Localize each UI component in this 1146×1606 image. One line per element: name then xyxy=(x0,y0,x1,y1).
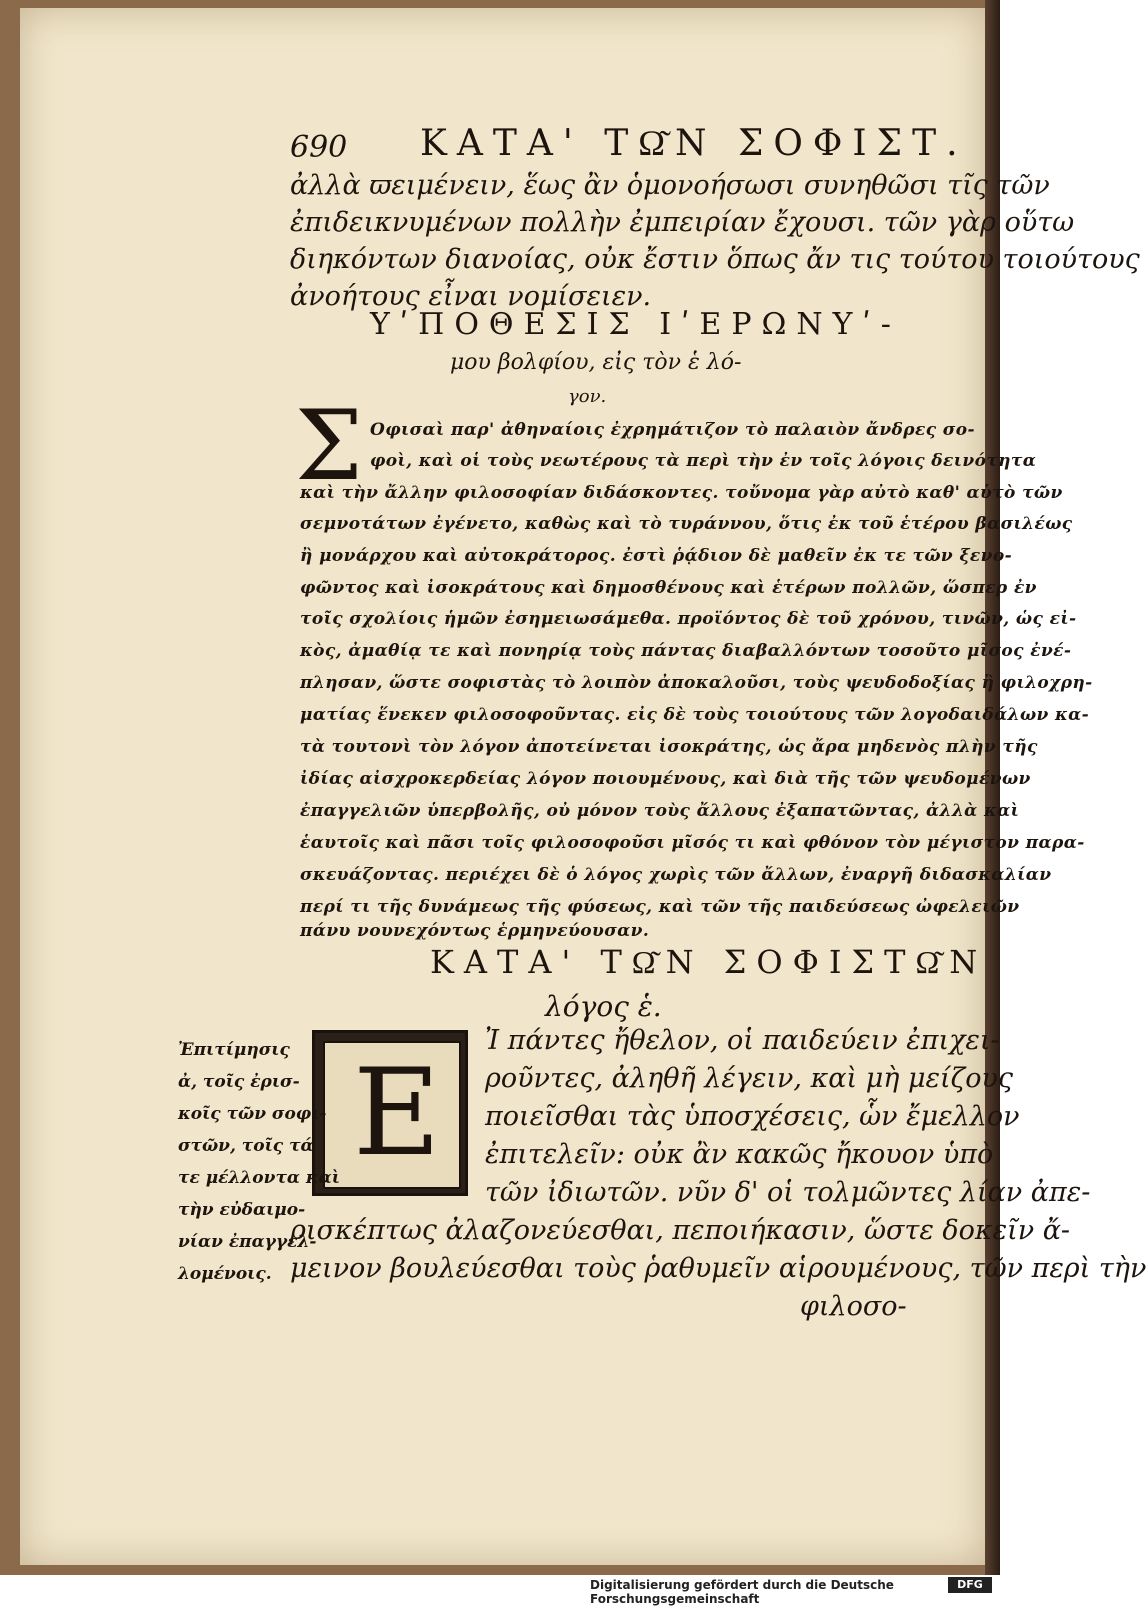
page-number: 690 xyxy=(290,130,348,165)
continuation-line: ἐπιδεικνυμένων πολλὴν ἐμπειρίαν ἔχουσι. τῶν γὰρ οὕτω xyxy=(290,207,1075,238)
margin-note-line: κοῖς τῶν σοφι- xyxy=(178,1104,327,1124)
woodcut-initial-panel xyxy=(323,1041,461,1189)
continuation-line: ἀλλὰ ϖειμένειν, ἕως ἂν ὁμονοήσωσι συνηθῶσι τῖς τῶν xyxy=(290,170,1050,201)
margin-note-line: λομένοις. xyxy=(178,1264,272,1284)
argument-line: ματίας ἕνεκεν φιλοσοφοῦντας. εἰς δὲ τοὺς τοιούτους τῶν λογοδαιδάλων κα- xyxy=(300,705,1090,725)
margin-note-line: τὴν εὐδαιμο- xyxy=(178,1200,306,1220)
body-line: τῶν ἰδιωτῶν. νῦν δ' οἱ τολμῶντες λίαν ἀπε- xyxy=(485,1177,1091,1208)
argument-line: τὰ τουτονὶ τὸν λόγον ἀποτείνεται ἰσοκράτης, ὡς ἄρα μηδενὸς πλὴν τῆς xyxy=(300,737,1038,757)
body-line: ρισκέπτως ἀλαζονεύεσθαι, πεποιήκασιν, ὥστε δοκεῖν ἄ- xyxy=(290,1215,1071,1246)
hypothesis-subtitle-cont: γον. xyxy=(568,386,607,407)
body-line: ποιεῖσθαι τὰς ὑποσχέσεις, ὧν ἔμελλον xyxy=(485,1101,1020,1132)
argument-line: ἑαυτοῖς καὶ πᾶσι τοῖς φιλοσοφοῦσι μῖσός τι καὶ φθόνον τὸν μέγιστον παρα- xyxy=(300,833,1085,853)
argument-line: ἐπαγγελιῶν ὑπερβολῆς, οὐ μόνον τοὺς ἄλλους ἐξαπατῶντας, ἀλλὰ καὶ xyxy=(300,801,1020,821)
section-subtitle: λόγος ἑ. xyxy=(545,990,662,1023)
continuation-line: διηκόντων διανοίας, οὐκ ἔστιν ὅπως ἄν τις τούτου τοιούτους xyxy=(290,244,1140,275)
argument-line: καὶ τὴν ἄλλην φιλοσοφίαν διδάσκοντες. τοὔνομα γὰρ αὐτὸ καθ' αὑτὸ τῶν xyxy=(300,483,1063,503)
margin-note-line: Ἐπιτίμησις xyxy=(178,1040,290,1060)
hypothesis-subtitle: μου βολφίου, εἰς τὸν ἑ λό- xyxy=(450,350,742,375)
argument-line: σκευάζοντας. περιέχει δὲ ὁ λόγος χωρὶς τῶν ἄλλων, ἐναργῆ διδασκαλίαν xyxy=(300,865,1052,885)
argument-line: σεμνοτάτων ἐγένετο, καθὼς καὶ τὸ τυράννου, ὅτις ἐκ τοῦ ἑτέρου βασιλέως xyxy=(300,514,1073,534)
argument-line: ἢ μονάρχου καὶ αὐτοκράτορος. ἐστὶ ῥᾴδιον δὲ μαθεῖν ἐκ τε τῶν ξενο- xyxy=(300,546,1013,566)
drop-cap-sigma: Σ xyxy=(295,390,363,502)
argument-line: πάνυ νουνεχόντως ἑρμηνεύουσαν. xyxy=(300,921,650,941)
margin-note-line: ἀ, τοῖς ἐρισ- xyxy=(178,1072,300,1092)
body-line: φιλοσο- xyxy=(800,1291,907,1322)
body-line: Ἰ πάντες ἤθελον, οἱ παιδεύειν ἐπιχει- xyxy=(485,1025,1000,1056)
argument-line: ἰδίας αἰσχροκερδείας λόγον ποιουμένους, καὶ διὰ τῆς τῶν ψευδομένων xyxy=(300,769,1031,789)
running-title: ΚΑΤΑ' ΤΩ͂Ν ΣΟΦΙΣΤ. xyxy=(420,123,968,164)
continuation-line: ἀνοήτους εἶναι νομίσειεν. xyxy=(290,281,652,312)
argument-line: κὸς, ἀμαθίᾳ τε καὶ πονηρίᾳ τοὺς πάντας διαβαλλόντων τοσοῦτο μῖσος ἐνέ- xyxy=(300,641,1072,661)
argument-line: τοῖς σχολίοις ἡμῶν ἐσημειωσάμεθα. προϊόντος δὲ τοῦ χρόνου, τινῶν, ὡς εἰ- xyxy=(300,609,1077,629)
argument-line: πλησαν, ὥστε σοφιστὰς τὸ λοιπὸν ἀποκαλοῦσι, τοὺς ψευδοδοξίας ἢ φιλοχρη- xyxy=(300,673,1093,693)
woodcut-initial-letter: Ε xyxy=(353,1044,441,1183)
margin-note-line: νίαν ἐπαγγελ- xyxy=(178,1232,317,1252)
argument-line: φῶντος καὶ ἰσοκράτους καὶ δημοσθένους καὶ ἑτέρων πολλῶν, ὥσπερ ἐν xyxy=(300,578,1037,598)
margin-note-line: τε μέλλοντα καὶ xyxy=(178,1168,340,1188)
argument-line: φοὶ, καὶ οἱ τοὺς νεωτέρους τὰ περὶ τὴν ἐν τοῖς λόγοις δεινότητα xyxy=(370,451,1037,471)
body-line: ροῦντες, ἀληθῆ λέγειν, καὶ μὴ μείζους xyxy=(485,1063,1014,1094)
dfg-logo: DFG xyxy=(948,1577,992,1593)
hypothesis-title: ΥʹΠΟΘΕΣΙΣ ΙʹΕΡΩΝΥʹ- xyxy=(370,307,901,342)
digitization-credit: Digitalisierung gefördert durch die Deutsche Forschungsgemeinschaft xyxy=(590,1578,894,1606)
body-line: ἐπιτελεῖν: οὐκ ἂν κακῶς ἤκουον ὑπὸ xyxy=(485,1139,994,1170)
section-title: ΚΑΤΑ' ΤΩ͂Ν ΣΟΦΙΣΤΩ͂Ν xyxy=(430,943,988,981)
margin-note-line: στῶν, τοῖς τά xyxy=(178,1136,314,1156)
argument-line: περί τι τῆς δυνάμεως τῆς φύσεως, καὶ τῶν τῆς παιδεύσεως ὠφελειῶν xyxy=(300,897,1020,917)
argument-line: Οφισαὶ παρ' ἀθηναίοις ἐχρημάτιζον τὸ παλαιὸν ἄνδρες σο- xyxy=(370,420,975,440)
body-line: μεινον βουλεύεσθαι τοὺς ῥαθυμεῖν αἱρουμένους, τῶν περὶ τὴν xyxy=(290,1253,1146,1284)
